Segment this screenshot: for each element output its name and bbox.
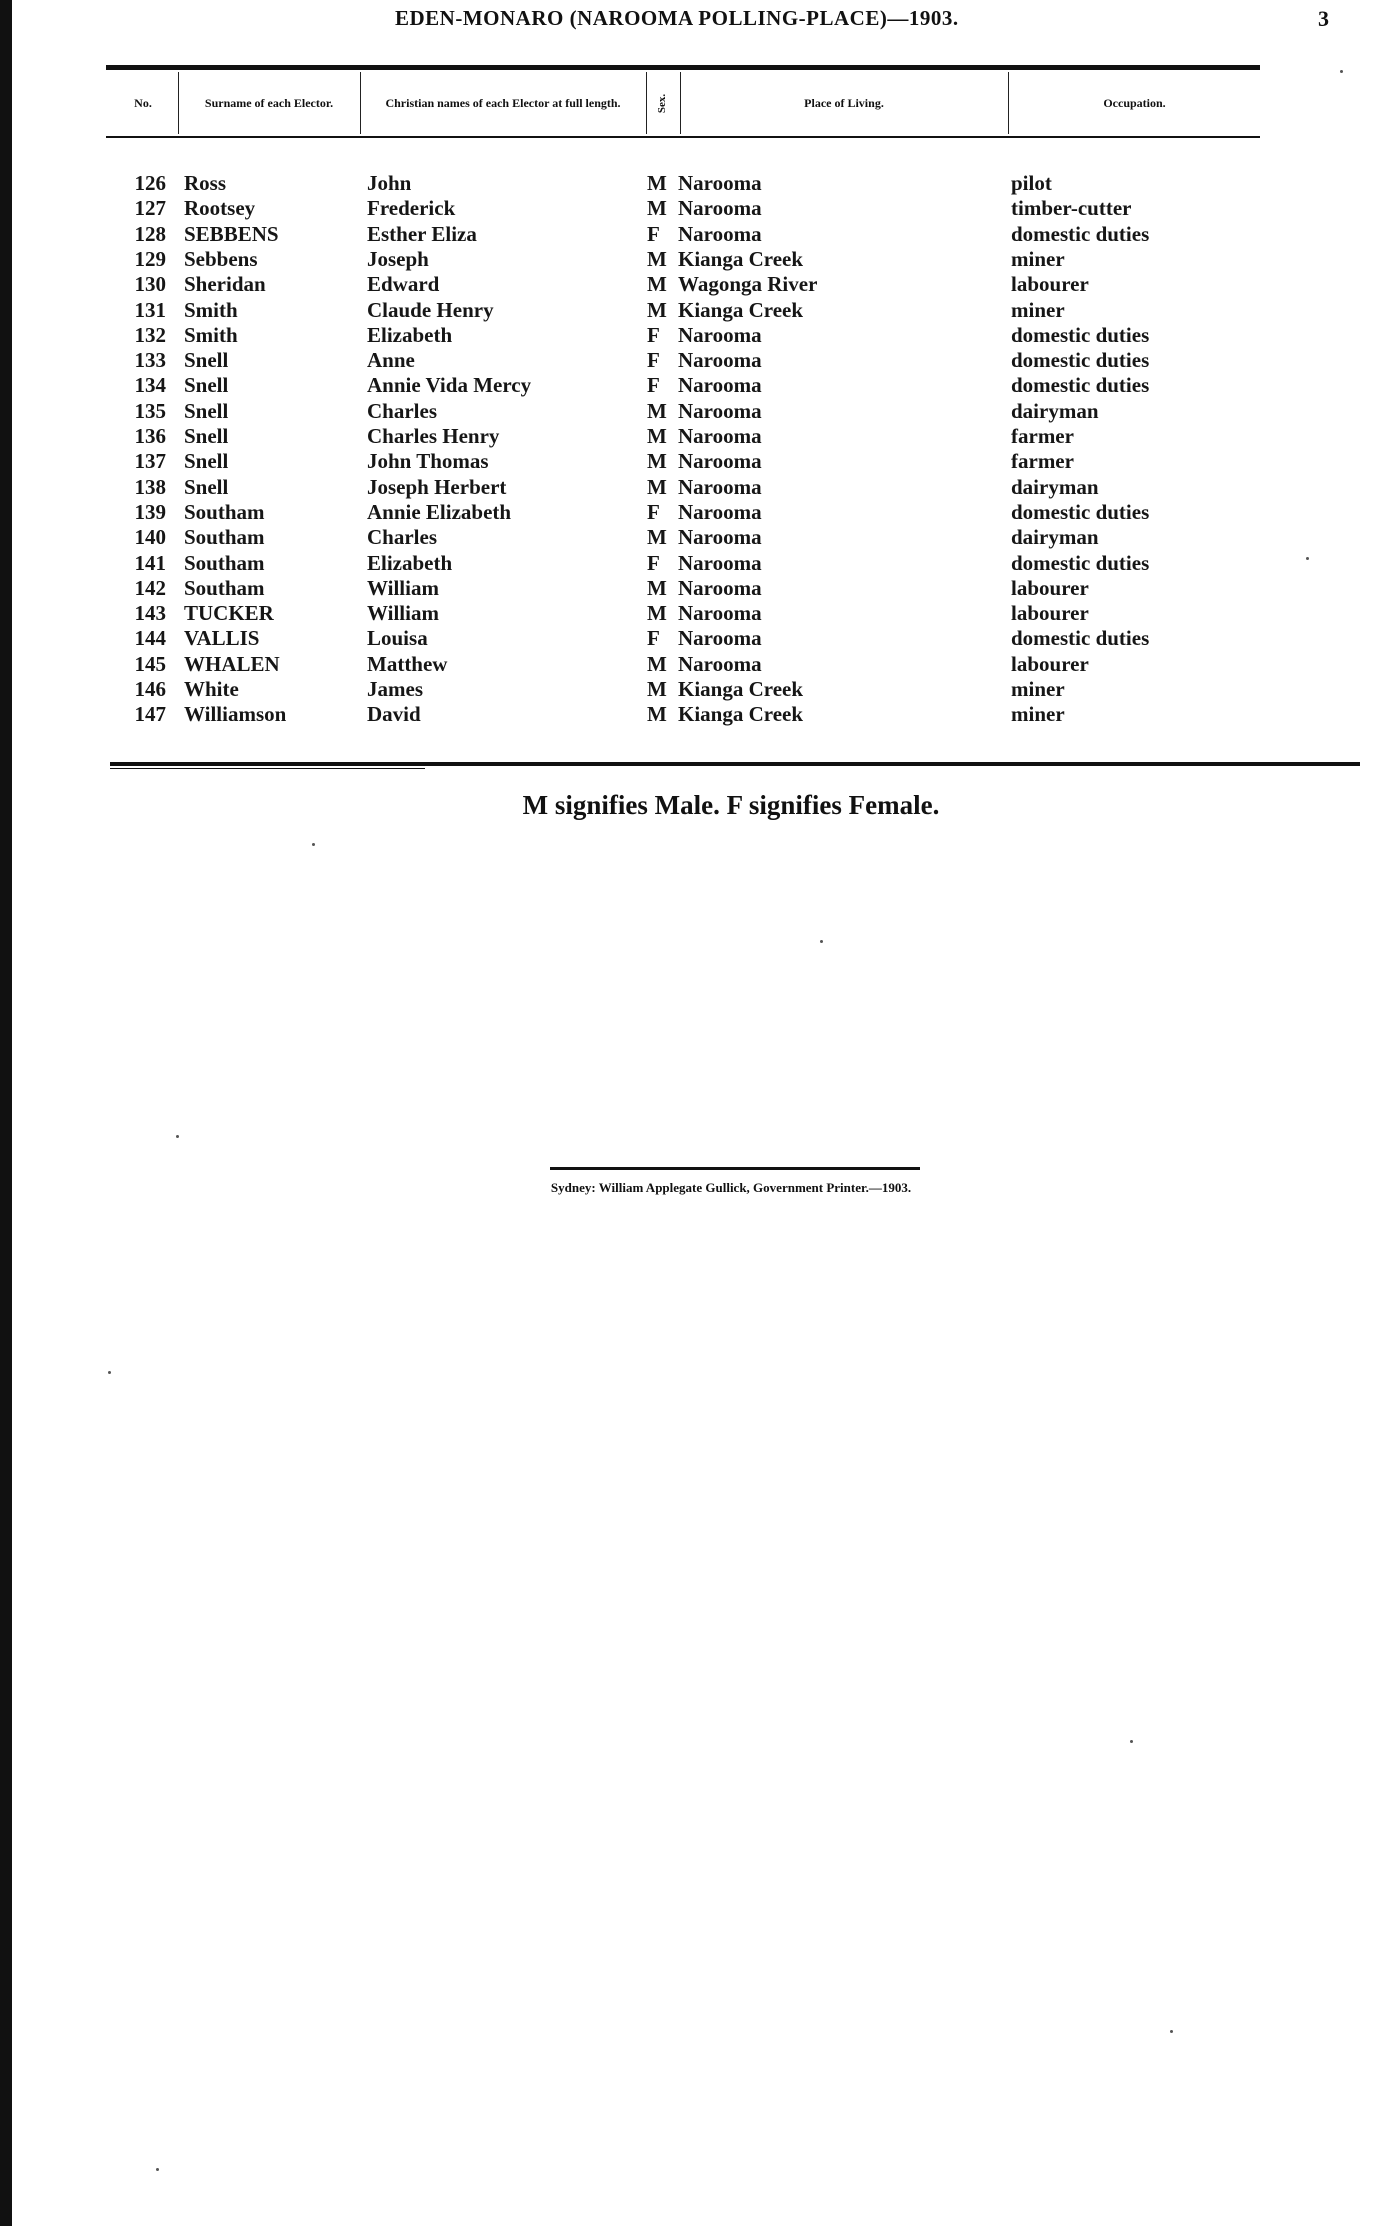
- elector-occupation: farmer: [1011, 449, 1074, 474]
- table-row: [0, 576, 1382, 601]
- elector-place-of-living: Narooma: [678, 550, 762, 575]
- table-row: [0, 626, 1382, 651]
- elector-place-of-living: Narooma: [678, 449, 762, 474]
- elector-occupation: labourer: [1011, 601, 1089, 626]
- elector-occupation: domestic duties: [1011, 626, 1150, 651]
- table-row: [0, 298, 1382, 323]
- elector-occupation: domestic duties: [1011, 348, 1150, 373]
- elector-christian-names: William: [367, 601, 439, 626]
- table-row: [0, 373, 1382, 398]
- elector-place-of-living: Narooma: [678, 525, 762, 550]
- elector-sex: M: [647, 702, 667, 727]
- elector-surname: Rootsey: [184, 196, 256, 221]
- table-row: [0, 601, 1382, 626]
- elector-surname: Southam: [184, 575, 265, 600]
- elector-occupation: dairyman: [1011, 525, 1099, 550]
- elector-christian-names: Louisa: [367, 626, 428, 651]
- elector-number: 128: [134, 221, 166, 246]
- elector-surname: VALLIS: [184, 626, 260, 651]
- elector-sex: F: [647, 322, 660, 347]
- elector-place-of-living: Kianga Creek: [678, 246, 804, 271]
- elector-sex: F: [647, 550, 660, 575]
- elector-christian-names: Charles: [367, 525, 437, 550]
- elector-number: 131: [134, 297, 166, 322]
- elector-sex: M: [647, 297, 667, 322]
- elector-occupation: dairyman: [1011, 398, 1099, 423]
- elector-surname: Sebbens: [184, 246, 258, 271]
- elector-number: 143: [134, 601, 166, 626]
- elector-occupation: domestic duties: [1011, 499, 1150, 524]
- elector-occupation: miner: [1011, 297, 1065, 322]
- elector-sex: F: [647, 221, 660, 246]
- elector-occupation: timber-cutter: [1011, 196, 1132, 221]
- elector-sex: M: [647, 196, 667, 221]
- elector-christian-names: Edward: [367, 272, 440, 297]
- elector-surname: Southam: [184, 550, 265, 575]
- elector-sex: F: [647, 626, 660, 651]
- print-speck: [1306, 557, 1309, 560]
- elector-christian-names: William: [367, 575, 439, 600]
- elector-sex: M: [647, 651, 667, 676]
- elector-sex: M: [647, 272, 667, 297]
- elector-surname: Snell: [184, 373, 229, 398]
- column-header-sex: Sex.: [656, 93, 669, 113]
- imprint-rule: [550, 1167, 920, 1170]
- elector-surname: White: [184, 677, 239, 701]
- table-row: [0, 677, 1382, 702]
- elector-christian-names: John: [367, 171, 412, 195]
- sex-key-footnote: M signifies Male. F signifies Female.: [522, 790, 940, 820]
- elector-sex: M: [647, 677, 667, 701]
- elector-surname: Sheridan: [184, 272, 266, 297]
- elector-christian-names: Esther Eliza: [367, 221, 477, 246]
- elector-number: 136: [134, 424, 166, 448]
- elector-place-of-living: Narooma: [678, 626, 762, 651]
- elector-place-of-living: Narooma: [678, 196, 762, 221]
- elector-occupation: labourer: [1011, 272, 1089, 297]
- elector-place-of-living: Narooma: [678, 398, 762, 423]
- elector-occupation: domestic duties: [1011, 373, 1150, 398]
- elector-surname: Smith: [184, 322, 238, 347]
- elector-number: 132: [134, 322, 166, 347]
- print-speck: [176, 1135, 179, 1138]
- elector-christian-names: Matthew: [367, 651, 448, 676]
- table-row: [0, 449, 1382, 474]
- print-speck: [108, 1371, 111, 1374]
- print-speck: [1170, 2030, 1173, 2033]
- elector-christian-names: David: [367, 702, 421, 727]
- table-row: [0, 702, 1382, 727]
- elector-surname: Ross: [184, 171, 227, 195]
- column-header-surname: Surname of each Elector.: [204, 95, 334, 110]
- elector-christian-names: Elizabeth: [367, 550, 453, 575]
- elector-sex: M: [647, 449, 667, 474]
- elector-christian-names: James: [367, 677, 423, 701]
- elector-occupation: labourer: [1011, 575, 1089, 600]
- table-row: [0, 171, 1382, 196]
- elector-place-of-living: Narooma: [678, 499, 762, 524]
- elector-occupation: miner: [1011, 246, 1065, 271]
- elector-christian-names: Charles Henry: [367, 424, 500, 448]
- print-speck: [820, 940, 823, 943]
- elector-number: 127: [134, 196, 166, 221]
- elector-occupation: miner: [1011, 677, 1065, 701]
- elector-christian-names: John Thomas: [367, 449, 489, 474]
- elector-sex: M: [647, 398, 667, 423]
- elector-surname: Snell: [184, 449, 229, 474]
- elector-surname: Snell: [184, 474, 229, 499]
- elector-sex: F: [647, 499, 660, 524]
- elector-place-of-living: Narooma: [678, 601, 762, 626]
- table-row: [0, 222, 1382, 247]
- header-bottom-rule: [106, 136, 1260, 138]
- table-row: [0, 399, 1382, 424]
- elector-number: 138: [134, 474, 166, 499]
- table-end-rule: [110, 762, 1360, 766]
- print-speck: [156, 2168, 159, 2171]
- elector-number: 147: [134, 702, 166, 727]
- elector-place-of-living: Narooma: [678, 575, 762, 600]
- elector-place-of-living: Kianga Creek: [678, 702, 804, 727]
- elector-number: 137: [134, 449, 166, 474]
- elector-occupation: domestic duties: [1011, 322, 1150, 347]
- elector-sex: M: [647, 525, 667, 550]
- elector-place-of-living: Narooma: [678, 322, 762, 347]
- elector-sex: M: [647, 474, 667, 499]
- elector-place-of-living: Narooma: [678, 221, 762, 246]
- elector-surname: TUCKER: [184, 601, 274, 626]
- table-row: [0, 551, 1382, 576]
- table-row: [0, 323, 1382, 348]
- elector-sex: M: [647, 424, 667, 448]
- elector-number: 133: [134, 348, 166, 373]
- elector-christian-names: Claude Henry: [367, 297, 494, 322]
- elector-place-of-living: Narooma: [678, 424, 762, 448]
- table-row: [0, 525, 1382, 550]
- elector-occupation: farmer: [1011, 424, 1074, 448]
- elector-number: 140: [134, 525, 166, 550]
- column-header-no: No.: [134, 95, 152, 110]
- table-row: [0, 348, 1382, 373]
- elector-number: 141: [134, 550, 166, 575]
- print-speck: [1130, 1740, 1133, 1743]
- print-speck: [1340, 70, 1343, 73]
- table-row: [0, 196, 1382, 221]
- elector-christian-names: Charles: [367, 398, 437, 423]
- elector-surname: Southam: [184, 499, 265, 524]
- elector-christian-names: Annie Vida Mercy: [367, 373, 532, 398]
- table-row: [0, 475, 1382, 500]
- elector-number: 139: [134, 499, 166, 524]
- elector-christian-names: Anne: [367, 348, 415, 373]
- elector-christian-names: Elizabeth: [367, 322, 453, 347]
- elector-sex: M: [647, 171, 667, 195]
- elector-sex: F: [647, 348, 660, 373]
- elector-surname: Williamson: [184, 702, 287, 727]
- elector-place-of-living: Kianga Creek: [678, 677, 804, 701]
- running-head: EDEN-MONARO (NAROOMA POLLING-PLACE)—1903.: [395, 6, 959, 30]
- elector-surname: SEBBENS: [184, 221, 279, 246]
- table-row: [0, 500, 1382, 525]
- elector-occupation: domestic duties: [1011, 550, 1150, 575]
- elector-occupation: domestic duties: [1011, 221, 1150, 246]
- elector-christian-names: Joseph: [367, 246, 429, 271]
- elector-number: 129: [134, 246, 166, 271]
- elector-surname: Smith: [184, 297, 238, 322]
- elector-surname: Southam: [184, 525, 265, 550]
- elector-surname: WHALEN: [184, 651, 280, 676]
- elector-number: 145: [134, 651, 166, 676]
- column-header-occupation: Occupation.: [1103, 95, 1166, 110]
- column-header-sex-cell: [647, 70, 679, 136]
- printer-imprint: Sydney: William Applegate Gullick, Government Printer.—1903.: [550, 1180, 912, 1195]
- page-number: 3: [1318, 6, 1329, 31]
- elector-sex: M: [647, 246, 667, 271]
- table-row: [0, 247, 1382, 272]
- elector-christian-names: Annie Elizabeth: [367, 499, 512, 524]
- elector-sex: M: [647, 575, 667, 600]
- elector-place-of-living: Kianga Creek: [678, 297, 804, 322]
- elector-occupation: pilot: [1011, 171, 1052, 195]
- table-header: [108, 70, 1260, 136]
- table-row: [0, 652, 1382, 677]
- elector-surname: Snell: [184, 348, 229, 373]
- elector-occupation: miner: [1011, 702, 1065, 727]
- table-row: [0, 272, 1382, 297]
- elector-christian-names: Frederick: [367, 196, 456, 221]
- elector-place-of-living: Narooma: [678, 651, 762, 676]
- elector-place-of-living: Narooma: [678, 373, 762, 398]
- elector-surname: Snell: [184, 424, 229, 448]
- elector-place-of-living: Narooma: [678, 348, 762, 373]
- print-speck: [312, 843, 315, 846]
- column-header-place: Place of Living.: [804, 95, 884, 110]
- elector-sex: M: [647, 601, 667, 626]
- elector-place-of-living: Wagonga River: [678, 272, 818, 297]
- elector-christian-names: Joseph Herbert: [367, 474, 507, 499]
- elector-occupation: labourer: [1011, 651, 1089, 676]
- elector-number: 130: [134, 272, 166, 297]
- elector-number: 135: [134, 398, 166, 423]
- table-row: [0, 424, 1382, 449]
- elector-place-of-living: Narooma: [678, 474, 762, 499]
- elector-surname: Snell: [184, 398, 229, 423]
- elector-number: 146: [134, 677, 166, 701]
- elector-sex: F: [647, 373, 660, 398]
- elector-place-of-living: Narooma: [678, 171, 762, 195]
- column-header-christian-names: Christian names of each Elector at full length.: [385, 95, 621, 110]
- elector-number: 142: [134, 575, 166, 600]
- elector-number: 134: [134, 373, 166, 398]
- elector-number: 144: [134, 626, 166, 651]
- table-end-rule-thin: [110, 768, 425, 769]
- elector-occupation: dairyman: [1011, 474, 1099, 499]
- elector-number: 126: [134, 171, 166, 195]
